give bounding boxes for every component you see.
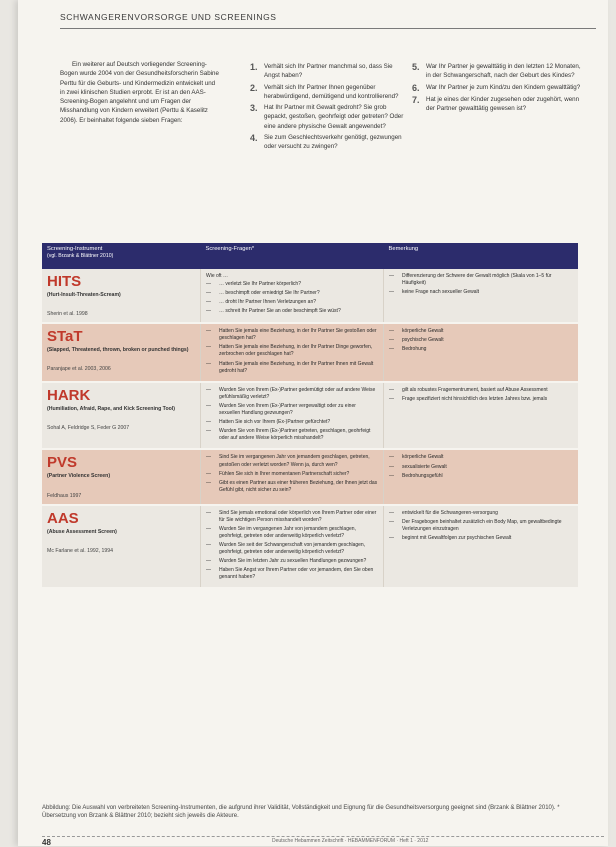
- screening-question-text: Gibt es einen Partner aus einer früheren Beziehung, der Ihnen jetzt das Gefühl gibt, nicht sicher zu sein?: [219, 479, 378, 493]
- questions-cell: [201, 269, 384, 323]
- header-instrument-source: (vgl. Brzank & Blättner 2010): [47, 253, 114, 260]
- dash-marker: —: [389, 346, 394, 353]
- dash-marker: —: [206, 419, 211, 426]
- remark: [389, 337, 573, 344]
- screening-question: [206, 526, 378, 540]
- question-item: [250, 133, 408, 152]
- screening-question: [206, 308, 378, 315]
- questions-cell: [201, 323, 384, 382]
- table-row: [42, 323, 578, 382]
- screening-question-text: Haben Sie Angst vor Ihrem Partner oder vor jemandem, den Sie oben genannt haben?: [219, 567, 374, 581]
- screening-question-text: Wurden Sie im vergangenen Jahr von jemandem geschlagen, geohrfeigt, getreten oder anderweitig körperlich verletzt?: [219, 525, 356, 539]
- remark: [389, 346, 573, 353]
- instrument-acronym: AAS: [47, 509, 79, 527]
- intro-paragraph: [60, 60, 220, 125]
- header-instrument-label: Screening-Instrument: [47, 246, 103, 252]
- remarks-cell: [384, 269, 579, 323]
- remark-text: keine Frage nach sexueller Gewalt: [402, 289, 479, 296]
- header-questions: Screening-Fragen*: [201, 243, 384, 269]
- dash-marker: —: [206, 308, 211, 315]
- remark-text: Differenzierung der Schwere der Gewalt möglich (Skala von 1–5 für Häufigkeit): [402, 273, 552, 287]
- screening-question: [206, 567, 378, 581]
- dash-marker: —: [206, 360, 211, 367]
- dash-marker: —: [206, 479, 211, 486]
- instrument-cell: [42, 382, 201, 450]
- remark: [389, 273, 573, 287]
- question-list-column-1: [250, 62, 408, 154]
- instrument-full-name: (Partner Violence Screen): [47, 473, 111, 480]
- question-item: [250, 103, 408, 131]
- dash-marker: —: [206, 299, 211, 306]
- remark: [389, 519, 573, 533]
- header-rule: [60, 28, 596, 29]
- dash-marker: —: [206, 541, 211, 548]
- question-item: [250, 62, 408, 81]
- dash-marker: —: [389, 386, 394, 393]
- instrument-acronym: PVS: [47, 454, 78, 472]
- remark-text: gilt als robustes Fragementrument, basiert auf Abuse Assessment: [402, 386, 548, 393]
- remark-text: körperliche Gewalt: [402, 328, 444, 335]
- table-header-row: [42, 243, 578, 269]
- header-instrument: [42, 243, 201, 269]
- screening-question: [206, 542, 378, 556]
- footer-rule: [42, 836, 604, 837]
- dash-marker: —: [206, 281, 211, 288]
- dash-marker: —: [206, 454, 211, 461]
- running-head: SCHWANGERENVORSORGE UND SCREENINGS: [60, 12, 277, 22]
- screening-question: [206, 454, 378, 468]
- instrument-cell: [42, 323, 201, 382]
- screening-question-text: … beschimpft oder erniedrigt Sie Ihr Partner?: [219, 290, 320, 297]
- screening-question-text: … verletzt Sie Ihr Partner körperlich?: [219, 281, 301, 288]
- screening-question: [206, 403, 378, 417]
- screening-question: [206, 299, 378, 306]
- question-item: [250, 83, 408, 102]
- table-row: [42, 449, 578, 504]
- screening-question: [206, 344, 378, 358]
- remark-text: Bedrohung: [402, 346, 427, 353]
- screening-question: [206, 558, 378, 565]
- remark-text: sexualisierte Gewalt: [402, 463, 447, 470]
- screening-question: [206, 281, 378, 288]
- remark: [389, 510, 573, 517]
- screening-question-text: Hatten Sie jemals eine Beziehung, in der Ihr Partner Sie gestoßen oder geschlagen hat?: [219, 328, 377, 342]
- question-text: Verhält sich Ihr Partner manchmal so, dass Sie Angst haben?: [264, 63, 393, 80]
- screening-question-text: … droht Ihr Partner Ihnen Verletzungen an?: [219, 299, 317, 306]
- dash-marker: —: [206, 402, 211, 409]
- screening-question: [206, 428, 378, 442]
- dash-marker: —: [389, 395, 394, 402]
- intro-text: Ein weiterer auf Deutsch vorliegender Screening-Bogen wurde 2004 von der Gesundheitsforscherin Sabine Perttu für die Geburts- und Kindermedizin entwickelt und in zwei klinischen Studien erprobt. Er ist an den AAS-Screening-Bogen angelehnt und um Fragen der Misshandlung von Kindern erweitert (Perttu & Kaselitz 2006). Er beinhaltet folgende sieben Fragen:: [60, 61, 219, 124]
- instrument-cell: [42, 505, 201, 589]
- screening-question-text: Wurden Sie im letzten Jahr zu sexuellen Handlungen gezwungen?: [219, 558, 367, 565]
- remark: [389, 454, 573, 461]
- screening-question: [206, 290, 378, 297]
- question-item: [412, 83, 582, 93]
- screening-question: [206, 387, 378, 401]
- question-text: War Ihr Partner je zum Kind/zu den Kindern gewalttätig?: [426, 83, 581, 91]
- question-text: Sie zum Geschlechtsverkehr genötigt, gezwungen oder versucht zu zwingen?: [264, 134, 402, 151]
- dash-marker: —: [206, 428, 211, 435]
- dash-marker: —: [389, 328, 394, 335]
- question-number: 5.: [412, 62, 420, 72]
- remark: [389, 396, 573, 403]
- instrument-acronym: STaT: [47, 328, 83, 346]
- question-text: War Ihr Partner je gewalttätig in den letzten 12 Monaten, in der Schwangerschaft, nach der Geburt des Kindes?: [426, 63, 581, 80]
- instrument-acronym: HITS: [47, 273, 82, 290]
- instrument-full-name: (Abuse Assessment Screen): [47, 528, 117, 535]
- instrument-acronym: HARK: [47, 386, 91, 404]
- dash-marker: —: [389, 463, 394, 470]
- remarks-cell: [384, 449, 579, 504]
- table-row: [42, 382, 578, 450]
- questions-cell: [201, 449, 384, 504]
- remark-text: psychische Gewalt: [402, 337, 444, 344]
- screening-question-text: Wurden Sie von Ihrem (Ex-)Partner vergewaltigt oder zu einer sexuellen Handlung gezwungen?: [219, 402, 356, 417]
- header-remarks: Bemerkung: [384, 243, 579, 269]
- dash-marker: —: [389, 534, 394, 541]
- screening-question-text: Wurden Sie von Ihrem (Ex-)Partner getreten, geschlagen, geohrfeigt oder auf andere Weise körperlich misshandelt?: [219, 428, 371, 442]
- screening-question-text: Hatten Sie jemals eine Beziehung, in der Ihr Partner Dinge geworfen, zerbrochen oder geschlagen hat?: [219, 344, 373, 358]
- dash-marker: —: [389, 337, 394, 344]
- dash-marker: —: [206, 558, 211, 565]
- instrument-reference: Mc Farlane et al. 1992, 1994: [47, 547, 114, 554]
- dash-marker: —: [206, 509, 211, 516]
- dash-marker: —: [389, 273, 394, 279]
- question-number: 7.: [412, 94, 420, 105]
- dash-marker: —: [206, 290, 211, 297]
- screening-question-text: … schreit Ihr Partner Sie an oder beschimpft Sie wüst?: [219, 308, 341, 315]
- remarks-cell: [384, 505, 579, 589]
- question-list-column-2: [412, 62, 582, 115]
- remark-text: körperliche Gewalt: [402, 454, 444, 461]
- screening-question: [206, 419, 378, 426]
- dash-marker: —: [206, 386, 211, 393]
- instrument-full-name: (Humiliation, Afraid, Rape, and Kick Screening Tool): [47, 405, 175, 412]
- screening-question: [206, 471, 378, 478]
- dash-marker: —: [206, 525, 211, 532]
- question-item: [412, 95, 582, 114]
- remark: [389, 473, 573, 480]
- screening-question-text: Wurden Sie von Ihrem (Ex-)Partner gedemütigt oder auf andere Weise gefühlsmäßig verletzt?: [219, 386, 376, 400]
- page-number: 48: [42, 838, 51, 847]
- dash-marker: —: [389, 289, 394, 296]
- remark: [389, 387, 573, 394]
- instrument-full-name: (Hurt-Insult-Threaten-Scream): [47, 292, 121, 298]
- instrument-full-name: (Slapped, Threatened, thrown, broken or punched things): [47, 347, 189, 354]
- dash-marker: —: [389, 509, 394, 516]
- question-text: Hat Ihr Partner mit Gewalt gedroht? Sie grob gepackt, gestoßen, geohrfeigt oder getreten? Oder eine andere physische Gewalt angewendet?: [264, 104, 404, 130]
- instrument-reference: Paranjape et al. 2003, 2006: [47, 366, 111, 373]
- dash-marker: —: [206, 470, 211, 477]
- remark: [389, 464, 573, 471]
- dash-marker: —: [389, 472, 394, 479]
- remark-text: entwickelt für die Schwangeren-versorgung: [402, 509, 498, 516]
- screening-question-text: Fühlen Sie sich in Ihrer momentanen Partnerschaft sicher?: [219, 470, 350, 477]
- question-number: 4.: [250, 133, 258, 144]
- question-item: [412, 62, 582, 81]
- figure-caption: Abbildung: Die Auswahl von verbreiteten Screening-Instrumenten, die aufgrund ihrer Validität, Vollständigkeit und Eignung für die Gesundheitsversorgung geeignet sind (Brzank & Blättner 2010). * Übersetzung von Brzank & Blättner 2010; bezieht sich jeweils die Akteure.: [42, 805, 560, 820]
- questions-cell: [201, 505, 384, 589]
- instrument-reference: Sherin et al. 1998: [47, 311, 88, 318]
- footer-text: Deutsche Hebammen Zeitschrift · HEBAMMENFORUM · Heft 1 · 2012: [272, 838, 429, 844]
- screening-table: [42, 243, 578, 589]
- remark: [389, 289, 573, 296]
- remark-text: Der Fragebogen beinhaltet zusätzlich ein Body Map, um gewaltbedingte Verletzungen einzutragen: [402, 518, 562, 532]
- question-lead: Wie oft …: [206, 273, 228, 279]
- remark-text: Frage spezifiziert nicht hinsichtlich des letzten Jahres bzw. jemals: [402, 395, 548, 402]
- remark: [389, 328, 573, 335]
- question-text: Verhält sich Ihr Partner Ihnen gegenüber herabwürdigend, demütigend und kontrollierend?: [264, 83, 399, 100]
- question-number: 2.: [250, 82, 258, 93]
- remarks-cell: [384, 382, 579, 450]
- question-text: Hat je eines der Kinder zugesehen oder zugehört, wenn der Partner gewalttätig gewesen ist?: [426, 95, 580, 112]
- screening-question-text: Hatten Sie sich vor Ihrem (Ex-)Partner gefürchtet?: [219, 419, 331, 426]
- remark-text: beginnt mit Gewaltfolgen zur psychischen Gewalt: [402, 534, 512, 541]
- dash-marker: —: [206, 567, 211, 574]
- screening-question-text: Hatten Sie jemals eine Beziehung, in der Ihr Partner Ihnen mit Gewalt gedroht hat?: [219, 360, 374, 374]
- remark: [389, 535, 573, 542]
- screening-question-text: Sind Sie jemals emotional oder körperlich von Ihrem Partner oder einer für Sie wichtigen Person misshandelt worden?: [219, 509, 377, 523]
- screening-question-text: Wurden Sie seit der Schwangerschaft von jemandem geschlagen, geohrfeigt, getreten oder anderweitig körperlich verletzt?: [219, 541, 366, 556]
- screening-question: [206, 510, 378, 524]
- instrument-cell: [42, 269, 201, 323]
- dash-marker: —: [389, 454, 394, 461]
- instrument-cell: [42, 449, 201, 504]
- questions-cell: [201, 382, 384, 450]
- dash-marker: —: [389, 518, 394, 525]
- table-row: [42, 269, 578, 323]
- table-row: [42, 505, 578, 589]
- dash-marker: —: [206, 328, 211, 335]
- screening-question: [206, 328, 378, 342]
- screening-question-text: Sind Sie im vergangenen Jahr von jemandem geschlagen, getreten, gestoßen oder verletzt worden? Wenn ja, durch wen?: [219, 454, 370, 468]
- instrument-reference: Feldhaus 1997: [47, 492, 82, 499]
- screening-question: [206, 480, 378, 494]
- remark-text: Bedrohungsgefühl: [402, 472, 443, 479]
- remarks-cell: [384, 323, 579, 382]
- question-number: 6.: [412, 82, 420, 93]
- dash-marker: —: [206, 344, 211, 351]
- question-number: 1.: [250, 62, 258, 72]
- question-number: 3.: [250, 103, 258, 114]
- instrument-reference: Sohal A, Feldridge S, Feder G 2007: [47, 424, 130, 431]
- screening-question: [206, 361, 378, 375]
